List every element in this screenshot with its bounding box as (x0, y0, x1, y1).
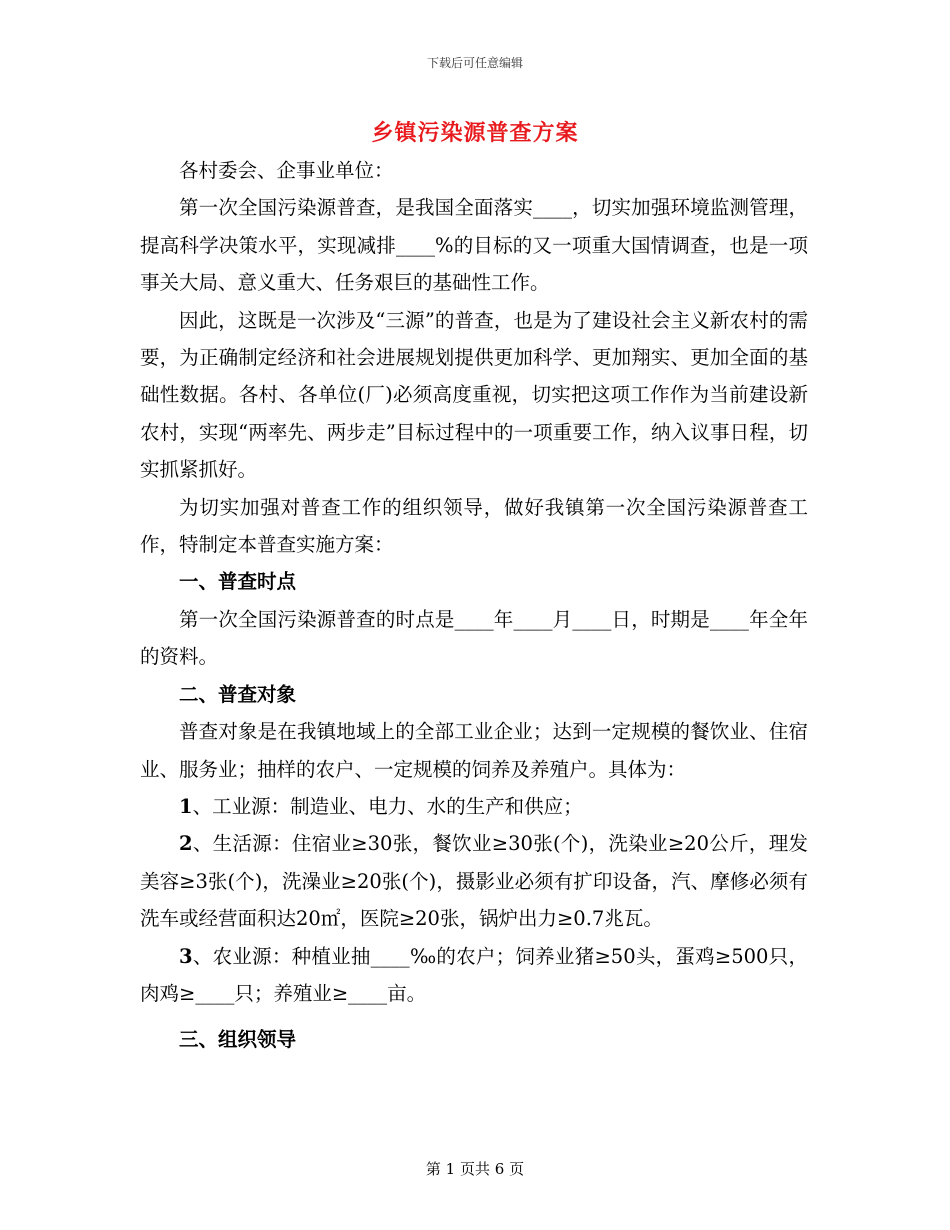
section-text-census-objects: 普查对象是在我镇地域上的全部工业企业；达到一定规模的餐饮业、住宿业、服务业；抽样的农户、一定规模的饲养及养殖户。具体为： (140, 720, 808, 781)
section-heading-census-time: 一、普查时点 (179, 570, 297, 594)
intro-paragraph-1: 第一次全国污染源普查，是我国全面落实____，切实加强环境监测管理，提高科学决策水平，实现减排____%的目标的又一项重大国情调查，也是一项事关大局、意义重大、任务艰巨的基础性工作。 (140, 196, 808, 295)
list-item-number: 3 (179, 944, 193, 968)
page-header-note: 下载后可任意编辑 (426, 56, 523, 70)
list-item-text: 、农业源：种植业抽____‰的农户；饲养业猪≥50头，蛋鸡≥500只，肉鸡≥____只；养殖业≥____亩。 (140, 944, 808, 1005)
document-body (140, 152, 808, 1059)
list-item-text: 、工业源：制造业、电力、水的生产和供应； (192, 794, 583, 818)
list-item-living-source (140, 825, 808, 937)
section-heading-organization: 三、组织领导 (179, 1028, 297, 1052)
document-title: 乡镇污染源普查方案 (371, 120, 579, 146)
list-item-industrial-source (140, 788, 808, 825)
section-heading-census-objects: 二、普查对象 (179, 682, 297, 706)
page-number: 第 1 页共 6 页 (425, 1160, 525, 1178)
list-item-number: 1 (179, 794, 193, 818)
salutation: 各村委会、企事业单位： (179, 159, 394, 182)
list-item-agricultural-source (140, 938, 808, 1013)
section-text-census-time: 第一次全国污染源普查的时点是____年____月____日，时期是____年全年的资料。 (140, 607, 808, 669)
list-item-number: 2 (179, 832, 193, 856)
list-item-text: 、生活源：住宿业≥30张，餐饮业≥30张(个)，洗染业≥20公斤，理发美容≥3张(个)，洗澡业≥20张(个)，摄影业必须有扩印设备，汽、摩修必须有洗车或经营面积达20㎡，医院≥20张，锅炉出力≥0.7兆瓦。 (140, 832, 808, 931)
intro-paragraph-2: 因此，这既是一次涉及“三源”的普查，也是为了建设社会主义新农村的需要，为正确制定经济和社会进展规划提供更加科学、更加翔实、更加全面的基础性数据。各村、各单位(厂)必须高度重视，切实把这项工作作为当前建设新农村，实现“两率先、两步走”目标过程中的一项重要工作，纳入议事日程，切实抓紧抓好。 (140, 308, 808, 482)
intro-paragraph-3: 为切实加强对普查工作的组织领导，做好我镇第一次全国污染源普查工作，特制定本普查实施方案： (140, 495, 808, 557)
